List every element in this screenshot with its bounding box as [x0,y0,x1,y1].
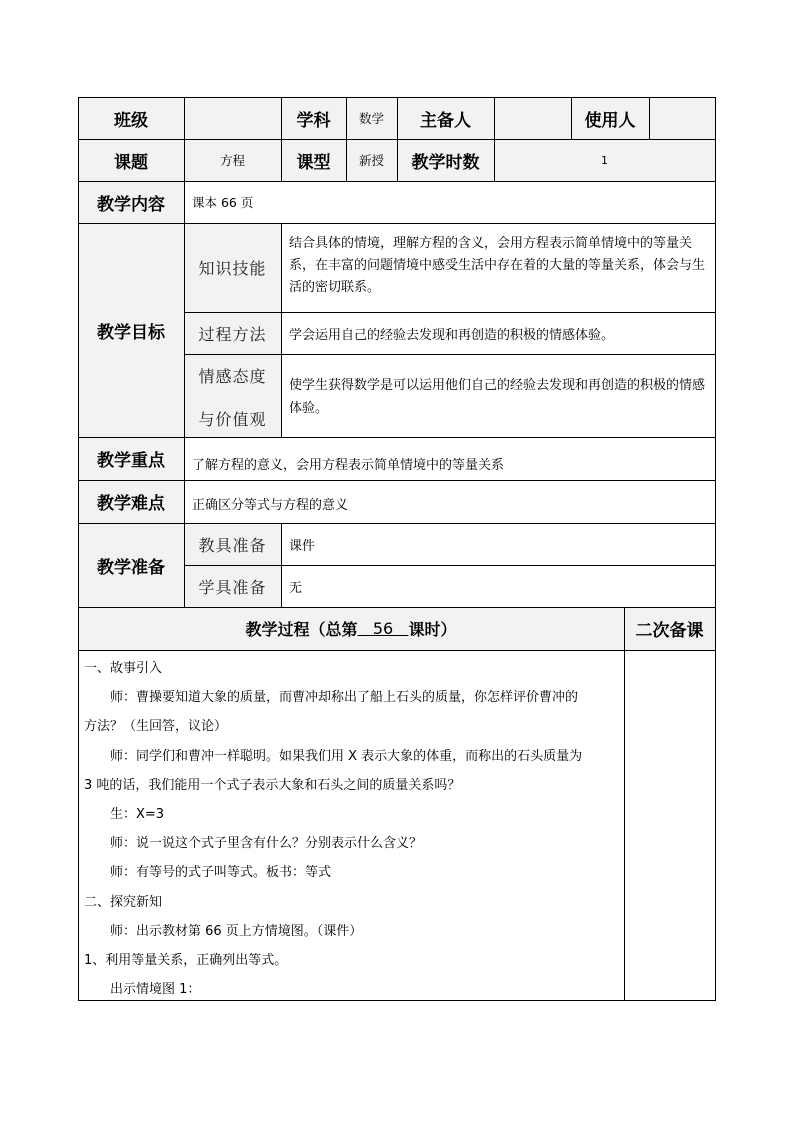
process-method-text: 学会运用自己的经验去发现和再创造的积极的情感体验。 [289,327,615,343]
process-line: 师：有等号的式子叫等式。板书：等式 [110,865,332,881]
process-line: 生：X=3 [110,807,165,823]
student-prep-value: 无 [289,580,303,596]
goals-label: 教学目标 [97,322,165,343]
second-prep-area[interactable] [625,651,715,1000]
class-value[interactable] [184,97,281,139]
content-label: 教学内容 [97,194,165,215]
process-line: 二、探究新知 [84,894,163,910]
table-border [715,97,716,1001]
subject-label: 学科 [296,110,331,131]
user-label: 使用人 [584,110,636,131]
process-line: 3 吨的话，我们能用一个式子表示大象和石头之间的质量关系吗？ [84,777,461,793]
class-label: 班级 [114,110,148,131]
process-line: 师：说一说这个式子里含有什么？分别表示什么含义？ [110,836,423,852]
subject-value: 数学 [358,111,384,126]
type-label: 课型 [296,152,331,173]
prep-label: 教学准备 [97,557,165,578]
process-title-prefix: 教学过程（总第 [245,620,358,639]
table-border [78,1000,716,1001]
topic-value: 方程 [219,153,245,168]
difficulty-value: 正确区分等式与方程的意义 [192,498,349,513]
knowledge-label: 知识技能 [198,259,267,278]
process-line: 师：同学们和曹冲一样聪明。如果我们用 X 表示大象的体重，而称出的石头质量为 [110,748,583,764]
process-line: 一、故事引入 [84,661,163,676]
key-point-label: 教学重点 [97,451,165,471]
knowledge-text: 结合具体的情境，理解方程的含义，会用方程表示简单情境中的等量关系，在丰富的问题情境中感受生活中存在着的大量的等量关系，体会与生活的密切联系。 [289,236,706,295]
emotion-text: 使学生获得数学是可以运用他们自己的经验去发现和再创造的积极的情感体验。 [289,378,706,416]
process-title [78,607,624,650]
hours-value: 1 [601,153,608,167]
process-method-label: 过程方法 [198,324,267,344]
table-border [78,650,716,651]
preparer-label: 主备人 [420,110,471,131]
process-title-number [358,619,409,638]
type-value: 新授 [358,153,384,168]
process-body [84,654,620,999]
topic-label: 课题 [114,152,148,173]
process-line: 出示情境图 1： [110,982,201,998]
teacher-prep-label: 教具准备 [198,535,267,555]
difficulty-label: 教学难点 [97,494,165,514]
preparer-value[interactable] [494,97,571,139]
hours-label: 教学时数 [411,152,480,173]
emotion-label [184,354,281,437]
key-point-value: 了解方程的意义，会用方程表示简单情境中的等量关系 [192,457,505,473]
user-value[interactable] [649,97,715,139]
second-prep-label: 二次备课 [635,621,704,641]
process-line: 师：出示教材第 66 页上方情境图。（课件） [110,923,363,939]
process-line: 师：曹操要知道大象的质量，而曹冲却称出了船上石头的质量，你怎样评价曹冲的 [110,690,579,706]
teacher-prep-value: 课件 [289,538,316,554]
emotion-label-line1: 情感态度 [198,367,267,386]
student-prep-label: 学具准备 [198,577,267,597]
emotion-label-line2: 与价值观 [198,410,267,429]
process-title-suffix: 课时） [408,620,457,639]
process-title-number-value: 56 [372,619,394,638]
content-value: 课本 66 页 [192,195,254,210]
process-line: 方法？（生回答，议论） [84,719,228,735]
process-line: 1、利用等量关系，正确列出等式。 [84,953,288,969]
